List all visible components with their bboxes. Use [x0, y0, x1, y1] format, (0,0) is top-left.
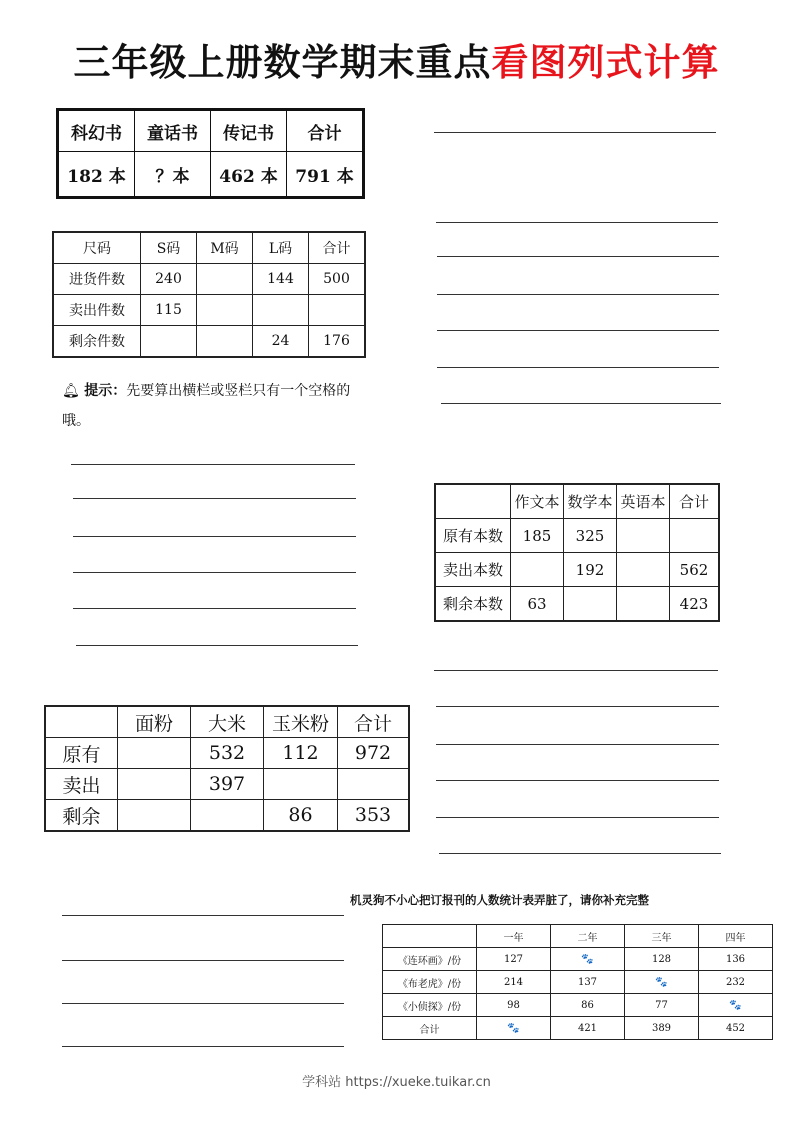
row-label: 合计 — [383, 1017, 477, 1040]
table-row — [53, 326, 365, 358]
table-header: M码 — [197, 232, 253, 264]
table-cell: 562 — [670, 553, 720, 587]
table-cell: 传记书 — [211, 110, 287, 152]
row-label: 卖出件数 — [53, 295, 141, 326]
table-header: 作文本 — [511, 484, 564, 519]
table-header: 一年 — [477, 925, 551, 948]
table-header: 大米 — [191, 706, 264, 738]
table-header: 尺码 — [53, 232, 141, 264]
table-cell: 214 — [477, 971, 551, 994]
table-row — [383, 948, 773, 971]
bell-icon: 🔔︎ — [62, 383, 80, 399]
table-header: 面粉 — [118, 706, 191, 738]
table-cell — [141, 326, 197, 358]
row-label: 《布老虎》/份 — [383, 971, 477, 994]
table-cell — [670, 519, 720, 553]
table-cell: 232 — [699, 971, 773, 994]
table-cell: 325 — [564, 519, 617, 553]
table-header: 玉米粉 — [264, 706, 338, 738]
table-cell: 452 — [699, 1017, 773, 1040]
table-cell: 240 — [141, 264, 197, 295]
table-cell — [617, 587, 670, 622]
table-cell — [309, 295, 366, 326]
paw-print-icon: 🐾 — [625, 971, 699, 994]
answer-line — [73, 498, 356, 499]
answer-line — [62, 915, 344, 916]
answer-line — [71, 464, 355, 465]
table-cell: 791 本 — [287, 152, 364, 198]
table-header: 四年 — [699, 925, 773, 948]
table-cell: 86 — [551, 994, 625, 1017]
table-cell: 24 — [253, 326, 309, 358]
grain-table — [44, 705, 410, 832]
magazine-caption: 机灵狗不小心把订报刊的人数统计表弄脏了，请你补充完整 — [350, 893, 649, 907]
answer-line — [62, 960, 344, 961]
table-cell: 86 — [264, 800, 338, 832]
table-cell: 137 — [551, 971, 625, 994]
table-cell — [118, 738, 191, 769]
answer-line — [76, 645, 358, 646]
hint-text: 先要算出横栏或竖栏只有一个空格的哦。 — [62, 383, 351, 429]
table-cell: 童话书 — [135, 110, 211, 152]
table-header: L码 — [253, 232, 309, 264]
table-cell — [338, 769, 410, 800]
table-row — [435, 519, 719, 553]
row-label: 卖出本数 — [435, 553, 511, 587]
table-row — [435, 587, 719, 622]
paw-print-icon: 🐾 — [551, 948, 625, 971]
row-label: 剩余本数 — [435, 587, 511, 622]
table-cell: 389 — [625, 1017, 699, 1040]
table-header: 三年 — [625, 925, 699, 948]
row-label: 剩余 — [45, 800, 118, 832]
table-header: 英语本 — [617, 484, 670, 519]
table-cell: 科幻书 — [58, 110, 135, 152]
table-cell: 176 — [309, 326, 366, 358]
table-cell: 112 — [264, 738, 338, 769]
table-row — [45, 800, 409, 832]
table-cell — [197, 264, 253, 295]
row-label: 《连环画》/份 — [383, 948, 477, 971]
table-header — [45, 706, 118, 738]
table-cell: 77 — [625, 994, 699, 1017]
table-row — [383, 971, 773, 994]
table-cell: 98 — [477, 994, 551, 1017]
answer-line — [73, 572, 356, 573]
table-cell: 144 — [253, 264, 309, 295]
table-cell: 128 — [625, 948, 699, 971]
table-cell: 127 — [477, 948, 551, 971]
table-cell: 192 — [564, 553, 617, 587]
table-header: S码 — [141, 232, 197, 264]
table-cell: 115 — [141, 295, 197, 326]
answer-line — [437, 367, 719, 368]
table-row — [53, 264, 365, 295]
answer-line — [436, 817, 719, 818]
table-cell: 63 — [511, 587, 564, 622]
table-cell — [118, 769, 191, 800]
table-row — [435, 553, 719, 587]
hint-box — [62, 376, 372, 436]
answer-line — [62, 1003, 344, 1004]
table-header: 二年 — [551, 925, 625, 948]
table-cell: 972 — [338, 738, 410, 769]
row-label: 原有本数 — [435, 519, 511, 553]
table-cell: 136 — [699, 948, 773, 971]
title-red: 看图列式计算 — [491, 41, 720, 84]
table-cell: 合计 — [287, 110, 364, 152]
paw-print-icon: 🐾 — [477, 1017, 551, 1040]
table-header: 数学本 — [564, 484, 617, 519]
table-row — [383, 1017, 773, 1040]
page-title — [0, 32, 793, 86]
table-cell — [617, 553, 670, 587]
table-header — [435, 484, 511, 519]
answer-line — [62, 1046, 344, 1047]
row-label: 原有 — [45, 738, 118, 769]
answer-line — [434, 132, 716, 133]
answer-line — [441, 403, 721, 404]
table-cell: ？本 — [135, 152, 211, 198]
table-row — [45, 738, 409, 769]
table-row — [45, 769, 409, 800]
table-cell — [264, 769, 338, 800]
title-black: 三年级上册数学期末重点 — [73, 41, 492, 84]
row-label: 卖出 — [45, 769, 118, 800]
table-cell — [197, 295, 253, 326]
books-table — [56, 108, 365, 199]
table-cell — [564, 587, 617, 622]
table-header: 合计 — [338, 706, 410, 738]
notebook-table — [434, 483, 720, 622]
answer-line — [437, 330, 719, 331]
table-cell: 397 — [191, 769, 264, 800]
answer-line — [439, 853, 721, 854]
table-cell — [511, 553, 564, 587]
row-label: 《小侦探》/份 — [383, 994, 477, 1017]
answer-line — [73, 536, 356, 537]
table-cell: 500 — [309, 264, 366, 295]
answer-line — [436, 780, 719, 781]
table-header — [383, 925, 477, 948]
answer-line — [437, 294, 719, 295]
table-cell — [253, 295, 309, 326]
table-cell: 423 — [670, 587, 720, 622]
answer-line — [436, 222, 718, 223]
answer-line — [73, 608, 356, 609]
table-header: 合计 — [670, 484, 720, 519]
answer-line — [436, 744, 719, 745]
table-header: 合计 — [309, 232, 366, 264]
table-cell: 182 本 — [58, 152, 135, 198]
table-cell: 421 — [551, 1017, 625, 1040]
answer-line — [434, 670, 718, 671]
table-cell: 353 — [338, 800, 410, 832]
table-cell — [118, 800, 191, 832]
table-row — [383, 994, 773, 1017]
magazine-table — [382, 924, 773, 1040]
table-cell: 532 — [191, 738, 264, 769]
table-cell: 462 本 — [211, 152, 287, 198]
row-label: 进货件数 — [53, 264, 141, 295]
table-row — [53, 295, 365, 326]
footer-watermark: 学科站 https://xueke.tuikar.cn — [302, 1075, 491, 1090]
hint-label: 提示： — [84, 383, 127, 399]
table-cell: 185 — [511, 519, 564, 553]
answer-line — [436, 706, 719, 707]
table-cell — [197, 326, 253, 358]
answer-line — [437, 256, 719, 257]
size-table — [52, 231, 366, 358]
row-label: 剩余件数 — [53, 326, 141, 358]
table-cell — [617, 519, 670, 553]
paw-print-icon: 🐾 — [699, 994, 773, 1017]
table-cell — [191, 800, 264, 832]
